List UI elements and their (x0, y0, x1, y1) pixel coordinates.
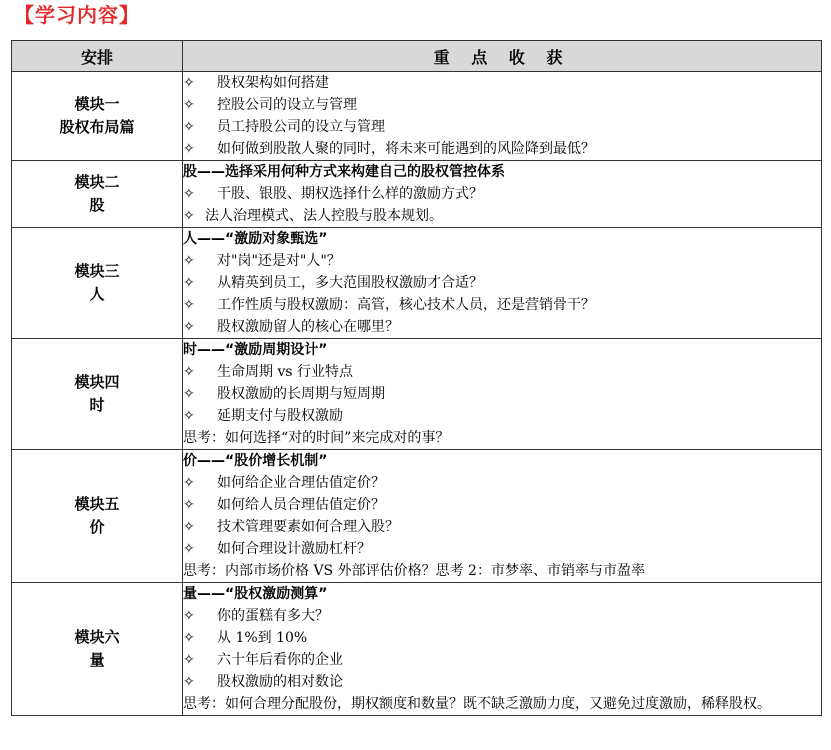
page-title: 【学习内容】 (14, 3, 140, 27)
thinking-note: 思考：内部市场价格 VS 外部评估价格？思考 2：市梦率、市销率与市盈率 (183, 563, 645, 579)
section-heading: 时——“激励周期设计” (183, 342, 328, 358)
list-item: ✧ 股权架构如何搭建 (183, 72, 821, 94)
bullet-icon: ✧ (183, 386, 195, 402)
table-row (12, 228, 822, 339)
bullet-icon: ✧ (183, 408, 195, 424)
section-heading: 价——“股价增长机制” (183, 453, 328, 469)
bullet-icon: ✧ (183, 119, 195, 135)
bullet-icon: ✧ (183, 97, 195, 113)
module-name: 模块三 (74, 262, 120, 280)
section-heading: 股——选择采用何种方式来构建自己的股权管控体系 (183, 164, 505, 180)
bullet-icon: ✧ (183, 208, 195, 224)
table-row (12, 339, 822, 450)
module-cell (12, 72, 183, 161)
table-header-row (12, 41, 822, 72)
list-item: ✧ 如何给企业合理估值定价？ (183, 472, 821, 494)
content-cell (183, 161, 822, 228)
module-cell (12, 583, 183, 716)
bullet-icon: ✧ (183, 275, 195, 291)
content-cell (183, 228, 822, 339)
list-item: ✧ 工作性质与股权激励：高管，核心技术人员，还是营销骨干？ (183, 294, 821, 316)
list-item: ✧ 控股公司的设立与管理 (183, 94, 821, 116)
list-item: ✧ 生命周期 vs 行业特点 (183, 361, 821, 383)
module-subtitle: 股权布局篇 (59, 118, 135, 136)
module-name: 模块五 (74, 495, 120, 513)
bullet-icon: ✧ (183, 475, 195, 491)
bullet-icon: ✧ (183, 652, 195, 668)
section-heading: 人——“激励对象甄选” (183, 231, 328, 247)
learning-content-table (11, 40, 822, 716)
module-subtitle: 时 (89, 396, 105, 414)
bullet-icon: ✧ (183, 364, 195, 380)
list-item: ✧ 干股、银股、期权选择什么样的激励方式？ (183, 183, 821, 205)
module-subtitle: 价 (89, 518, 105, 536)
bullet-icon: ✧ (183, 630, 195, 646)
content-cell (183, 583, 822, 716)
bullet-icon: ✧ (183, 253, 195, 269)
module-subtitle: 人 (89, 285, 105, 303)
list-item: ✧ 股权激励的相对数论 (183, 671, 821, 693)
section-heading: 量——“股权激励测算” (183, 586, 328, 602)
module-subtitle: 量 (89, 651, 105, 669)
bullet-icon: ✧ (183, 519, 195, 535)
list-item: ✧ 延期支付与股权激励 (183, 405, 821, 427)
module-name: 模块一 (74, 95, 120, 113)
module-cell (12, 161, 183, 228)
table-row (12, 161, 822, 228)
content-cell (183, 339, 822, 450)
header-arrangement: 安排 (12, 41, 183, 72)
bullet-icon: ✧ (183, 297, 195, 313)
list-item: ✧ 你的蛋糕有多大？ (183, 605, 821, 627)
bullet-icon: ✧ (183, 497, 195, 513)
list-item: ✧ 六十年后看你的企业 (183, 649, 821, 671)
table-row (12, 450, 822, 583)
list-item: ✧ 如何合理设计激励杠杆？ (183, 538, 821, 560)
module-cell (12, 228, 183, 339)
list-item: ✧ 对"岗"还是对"人"？ (183, 250, 821, 272)
content-cell (183, 72, 822, 161)
thinking-note: 思考：如何合理分配股份，期权额度和数量？既不缺乏激励力度，又避免过度激励，稀释股权。 (183, 696, 771, 712)
bullet-icon: ✧ (183, 608, 195, 624)
list-item: ✧ 技术管理要素如何合理入股？ (183, 516, 821, 538)
list-item: ✧ 如何做到股散人聚的同时，将未来可能遇到的风险降到最低？ (183, 138, 821, 160)
list-item: ✧ 从 1%到 10% (183, 627, 821, 649)
thinking-note: 思考：如何选择“对的时间”来完成对的事？ (183, 430, 450, 446)
bullet-icon: ✧ (183, 674, 195, 690)
bullet-icon: ✧ (183, 75, 195, 91)
bullet-icon: ✧ (183, 319, 195, 335)
table-row (12, 72, 822, 161)
module-name: 模块四 (74, 373, 120, 391)
bullet-icon: ✧ (183, 141, 195, 157)
list-item: ✧ 股权激励留人的核心在哪里？ (183, 316, 821, 338)
content-cell (183, 450, 822, 583)
list-item: ✧ 股权激励的长周期与短周期 (183, 383, 821, 405)
list-item: ✧ 如何给人员合理估值定价？ (183, 494, 821, 516)
bullet-icon: ✧ (183, 541, 195, 557)
module-cell (12, 339, 183, 450)
header-key-gains: 重 点 收 获 (183, 41, 822, 72)
table-row (12, 583, 822, 716)
list-item: ✧ 法人治理模式、法人控股与股本规划。 (183, 205, 821, 227)
list-item: ✧ 从精英到员工，多大范围股权激励才合适？ (183, 272, 821, 294)
list-item: ✧ 员工持股公司的设立与管理 (183, 116, 821, 138)
module-subtitle: 股 (89, 196, 105, 214)
module-name: 模块六 (74, 628, 120, 646)
module-cell (12, 450, 183, 583)
module-name: 模块二 (74, 173, 120, 191)
bullet-icon: ✧ (183, 186, 195, 202)
